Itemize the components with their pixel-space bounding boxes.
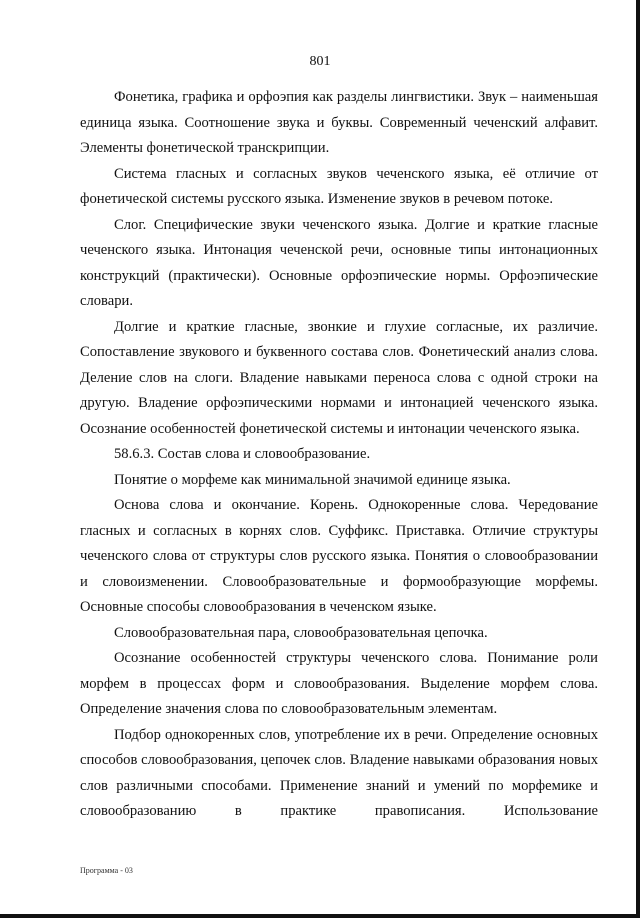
paragraph-phonetics: Фонетика, графика и орфоэпия как разделы лингвистики. Звук – наименьшая единица языка. Соотношение звука и буквы. Современный чеченский алфавит. Элементы фонетической транскрипции. [80, 89, 598, 156]
paragraph-derivation-pair: Словообразовательная пара, словообразовательная цепочка. [114, 624, 488, 641]
paragraph-vowel-system: Система гласных и согласных звуков чеченского языка, её отличие от фонетической системы русского языка. Изменение звуков в речевом потоке. [80, 165, 598, 207]
footer-program-label: Программа - 03 [80, 866, 133, 875]
paragraph-word-structure-awareness: Осознание особенностей структуры чеченского слова. Понимание роли морфем в процессах форм и словообразования. Выделение морфем слова. Определение значения слова по словообразовательным элементам. [80, 650, 598, 717]
section-heading-word-structure: 58.6.3. Состав слова и словообразование. [114, 446, 371, 462]
page-number: 801 [309, 54, 331, 69]
paragraph-morpheme-concept: Понятие о морфеме как минимальной значимой единице языка. [114, 471, 511, 488]
paragraph-long-short-vowels: Долгие и краткие гласные, звонкие и глухие согласные, их различие. Сопоставление звукового и буквенного состава слов. Фонетический анализ слова. Деление слов на слоги. Владение навыками переноса слова с одной строки на другую. Владение орфоэпическими нормами и интонацией чеченского языка. Осознание особенностей фонетической системы и интонации чеченского языка. [80, 318, 598, 437]
paragraph-cognate-selection: Подбор однокоренных слов, употребление их в речи. Определение основных способов словообразования, цепочек слов. Владение навыками образования новых слов различными способами. Применение знаний и умений по морфемике и словообразованию в практике правописания. Использование [80, 726, 598, 819]
paragraph-syllable: Слог. Специфические звуки чеченского языка. Долгие и краткие гласные чеченского языка. Интонация чеченской речи, основные типы интонационных конструкций (практически). Основные орфоэпические нормы. Орфоэпические словари. [80, 216, 598, 309]
document-body [80, 85, 598, 825]
paragraph-stem-ending: Основа слова и окончание. Корень. Однокоренные слова. Чередование гласных и согласных в корнях слов. Суффикс. Приставка. Отличие структуры чеченского слова от структуры слов русского языка. Понятия о словообразовании и словоизменении. Словообразовательные и формообразующие морфемы. Основные способы словообразования в чеченском языке. [80, 497, 598, 615]
